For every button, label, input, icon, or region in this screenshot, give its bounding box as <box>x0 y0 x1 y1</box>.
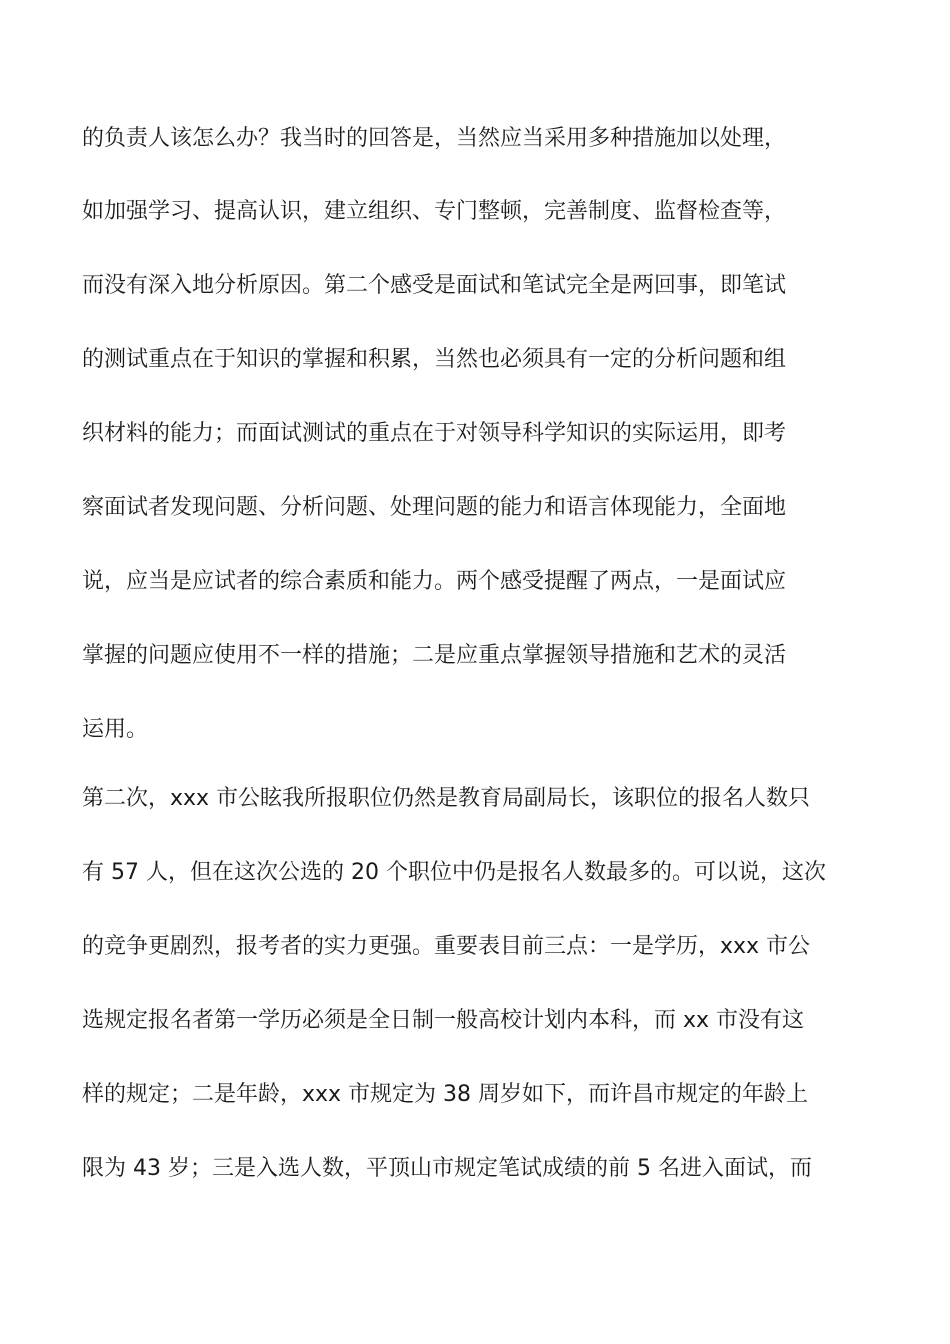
text-line: 察面试者发现问题、分析问题、处理问题的能力和语言体现能力，全面地 <box>82 495 787 520</box>
text-line: 的竞争更剧烈，报考者的实力更强。重要表目前三点：一是学历，xxx 市公 <box>82 934 811 959</box>
text-line: 如加强学习、提高认识，建立组织、专门整顿，完善制度、监督检查等， <box>82 199 787 224</box>
text-line: 限为 43 岁；三是入选人数，平顶山市规定笔试成绩的前 5 名进入面试，而 <box>82 1156 812 1181</box>
text-line: 的测试重点在于知识的掌握和积累，当然也必须具有一定的分析问题和组 <box>82 347 787 372</box>
text-line: 运用。 <box>82 717 149 742</box>
text-line: 选规定报名者第一学历必须是全日制一般高校计划内本科，而 xx 市没有这 <box>82 1008 805 1033</box>
text-line: 有 57 人，但在这次公选的 20 个职位中仍是报名人数最多的。可以说，这次 <box>82 860 826 885</box>
text-line: 而没有深入地分析原因。第二个感受是面试和笔试完全是两回事，即笔试 <box>82 273 787 298</box>
text-line: 第二次，xxx 市公眩我所报职位仍然是教育局副局长，该职位的报名人数只 <box>82 786 811 811</box>
text-line: 掌握的问题应使用不一样的措施；二是应重点掌握领导措施和艺术的灵活 <box>82 643 787 668</box>
text-line: 样的规定；二是年龄，xxx 市规定为 38 周岁如下，而许昌市规定的年龄上 <box>82 1082 809 1107</box>
text-line: 说，应当是应试者的综合素质和能力。两个感受提醒了两点，一是面试应 <box>82 569 787 594</box>
text-line: 的负责人该怎么办？我当时的回答是，当然应当采用多种措施加以处理， <box>82 126 787 151</box>
text-line: 织材料的能力；而面试测试的重点在于对领导科学知识的实际运用，即考 <box>82 421 787 446</box>
